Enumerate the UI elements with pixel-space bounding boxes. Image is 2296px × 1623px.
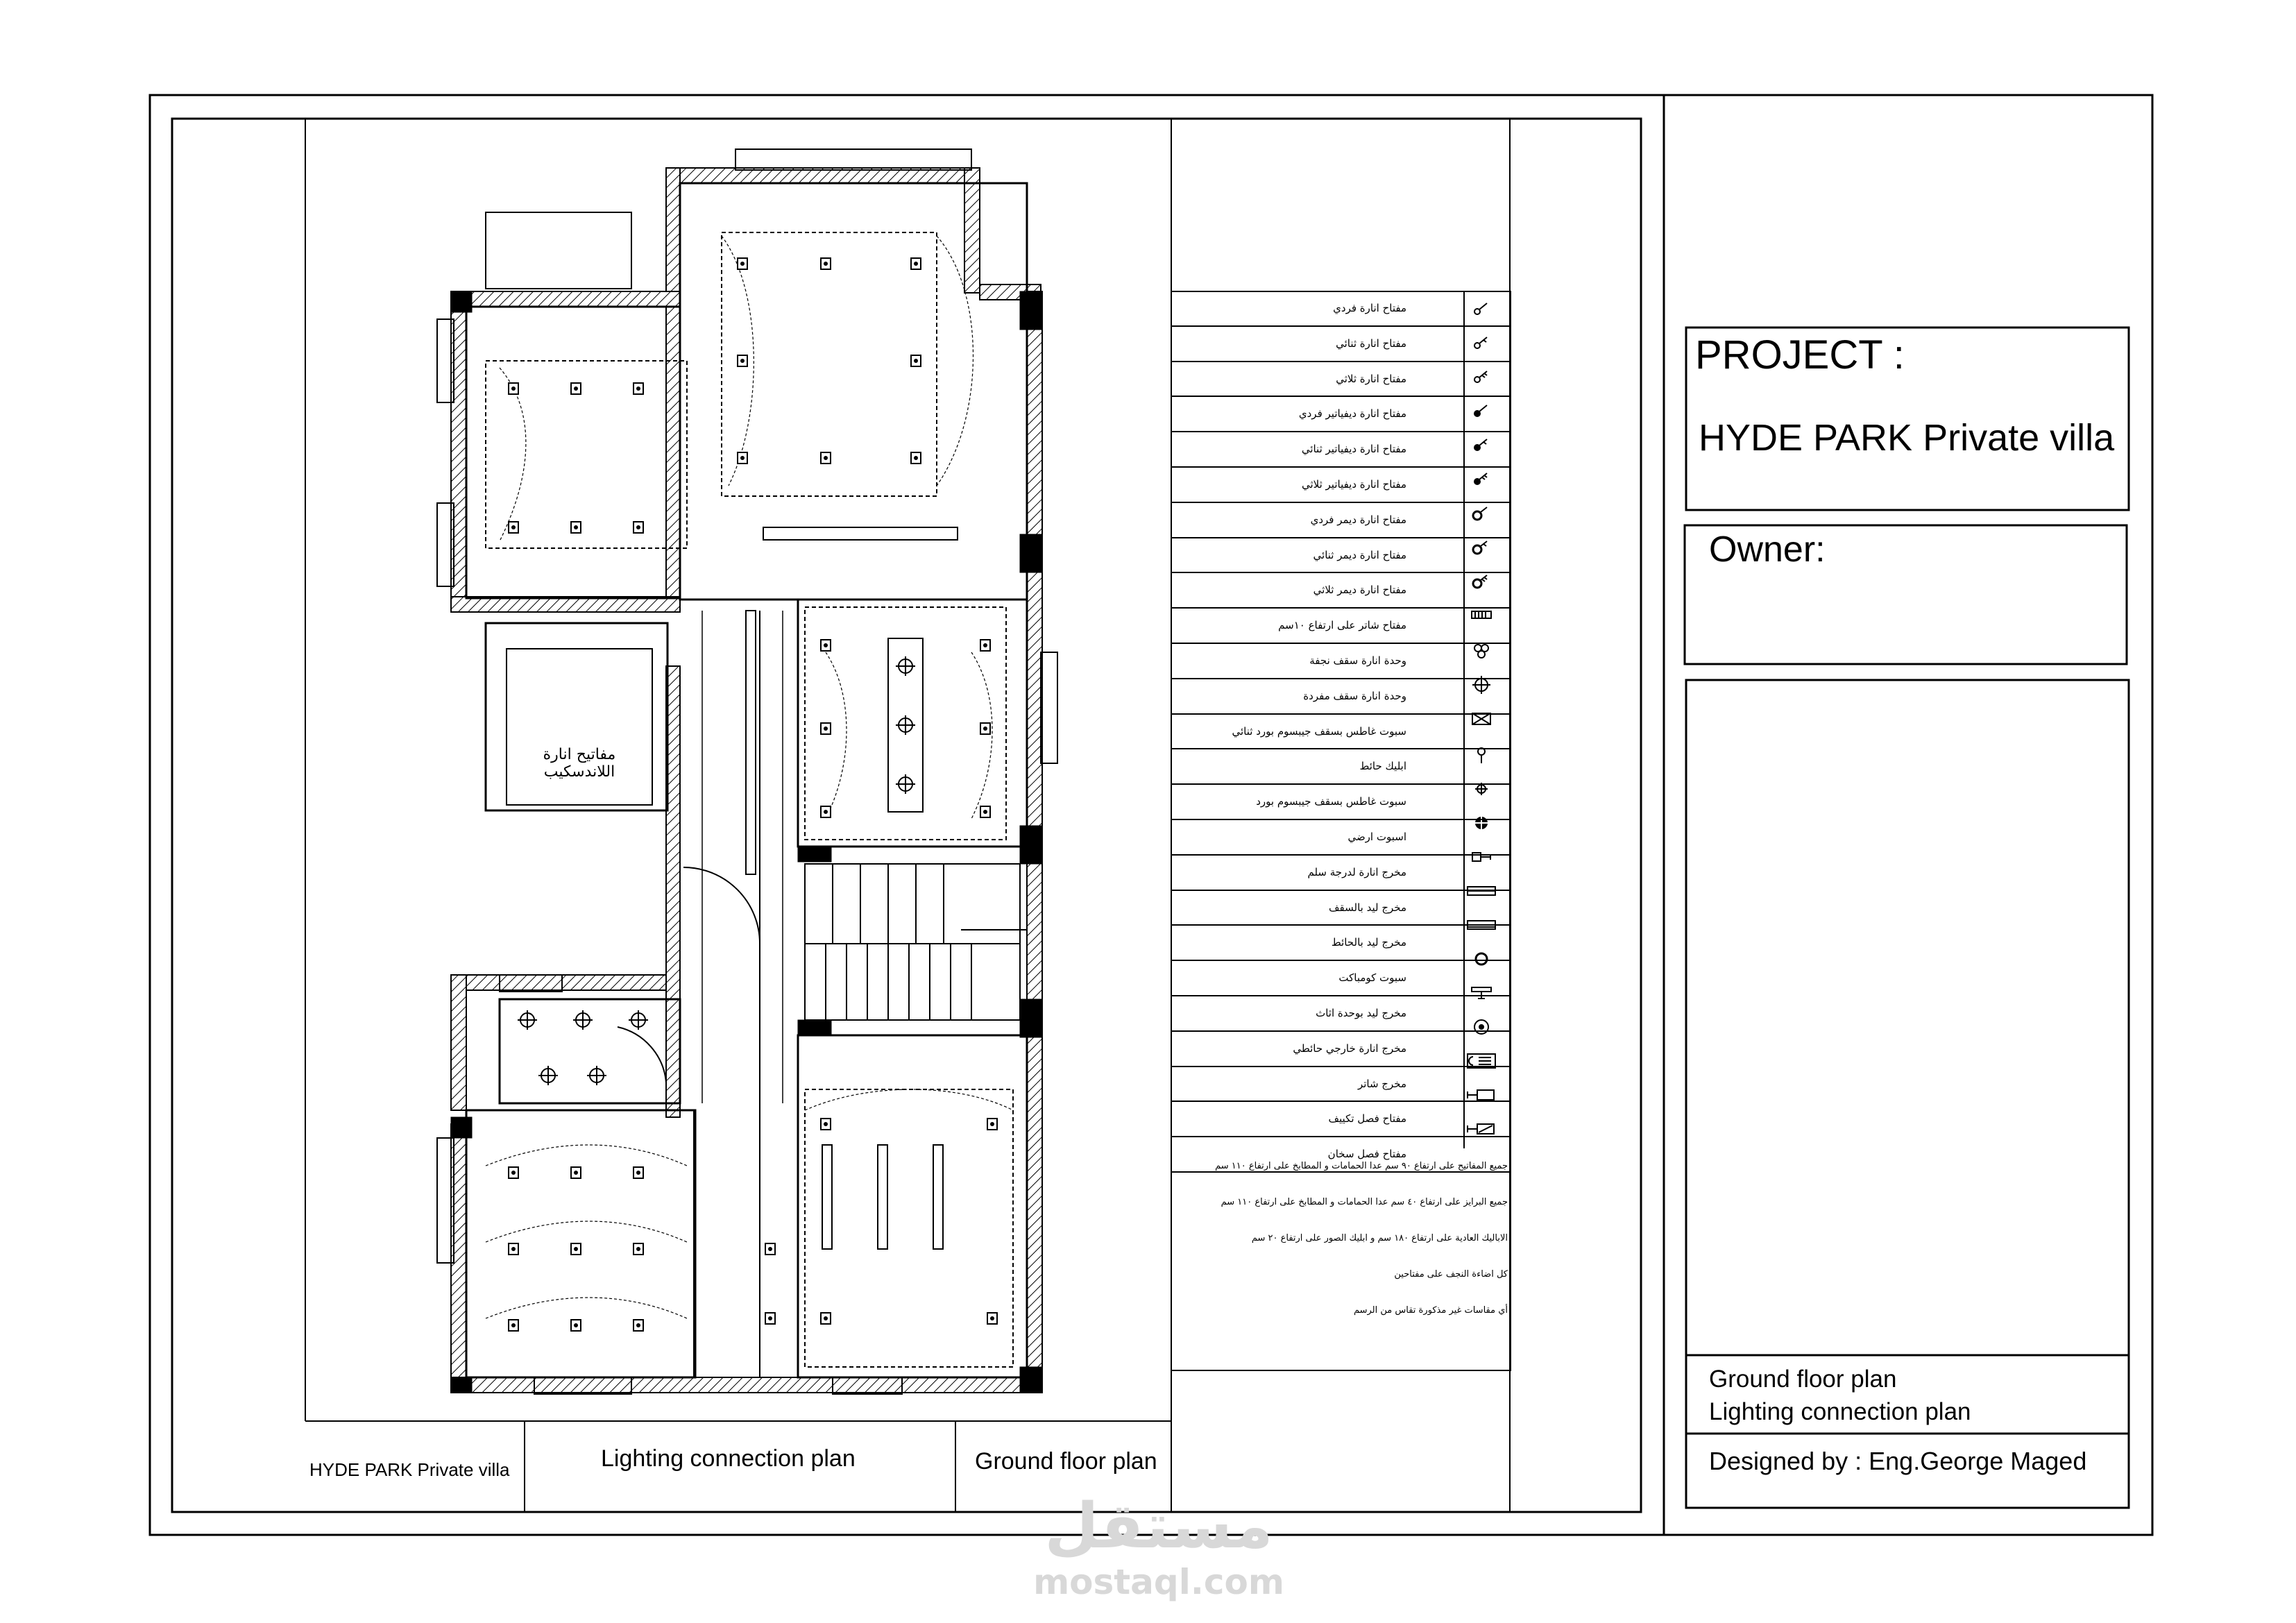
ceiling-lights [518, 656, 915, 1085]
strip-floor-name: Ground floor plan [975, 1448, 1157, 1475]
legend-label: مفتاح انارة ثنائي [1336, 337, 1406, 350]
legend-row [1171, 538, 1511, 574]
switch-double-icon [1459, 334, 1490, 353]
outdoor-wall-light-icon [1459, 1039, 1490, 1058]
legend-row [1171, 785, 1511, 820]
legend-label: مخرج ليد بوحدة اثاث [1316, 1006, 1406, 1019]
legend-label: مخرج ليد بالحائط [1331, 936, 1406, 949]
legend-row [1171, 432, 1511, 468]
legend-row [1171, 1032, 1511, 1067]
deviator-triple-icon [1459, 475, 1490, 494]
strip-villa-name: HYDE PARK Private villa [309, 1459, 510, 1480]
legend-row [1171, 291, 1511, 327]
drawing-title-line2: Lighting connection plan [1709, 1398, 1971, 1425]
legend-label: وحدة انارة سقف نجفة [1309, 654, 1406, 667]
dimmer-single-icon [1459, 510, 1490, 529]
wall-led-icon [1459, 933, 1490, 952]
project-label: PROJECT : [1695, 332, 1905, 377]
legend-label: مفتاح انارة ديمر ثنائي [1313, 548, 1406, 561]
legend-row [1171, 503, 1511, 538]
legend-row [1171, 715, 1511, 750]
legend-row [1171, 362, 1511, 398]
legend-row [1171, 573, 1511, 609]
legend-row [1171, 961, 1511, 996]
note-line: جميع المفاتيح على ارتفاع ٩٠ سم عدا الحمامات و المطابخ على ارتفاع ١١٠ سم [1215, 1161, 1508, 1171]
legend-label: مفتاح انارة ديفياتير ثلاثي [1301, 477, 1406, 491]
legend-row [1171, 679, 1511, 715]
legend-row [1171, 609, 1511, 644]
legend-label: مفتاح انارة ديمر ثلاثي [1313, 584, 1406, 597]
legend-row [1171, 1102, 1511, 1137]
note-line: جميع البرايز على ارتفاع ٤٠ سم عدا الحمامات و المطابخ على ارتفاع ١١٠ سم [1221, 1197, 1508, 1207]
legend-label: مفتاح شاتر على ارتفاع ١٠سم [1278, 619, 1406, 632]
note-line: كل اضاءة النجف على مفتاحين [1394, 1269, 1508, 1280]
legend-label: مفتاح انارة ديمر فردي [1310, 513, 1406, 526]
legend-label: وحدة انارة سقف مفردة [1303, 689, 1406, 702]
shutter-switch-icon [1459, 615, 1490, 635]
landscape-switches-label: مفاتيح انارة اللاندسكيب [543, 746, 616, 781]
strip-plan-name: Lighting connection plan [601, 1445, 856, 1472]
general-notes [1171, 1148, 1511, 1329]
legend-row [1171, 891, 1511, 926]
legend-label: مخرج انارة لدرجة سلم [1307, 865, 1406, 878]
legend-label: مفتاح انارة ديفياتير فردي [1298, 407, 1406, 420]
legend-row [1171, 397, 1511, 432]
recessed-spots [509, 258, 997, 1331]
stair-light-icon [1459, 863, 1490, 882]
dimmer-double-icon [1459, 545, 1490, 565]
floor-spot-icon [1459, 827, 1490, 847]
switch-triple-icon [1459, 369, 1490, 389]
shutter-outlet-icon [1459, 1074, 1490, 1094]
deviator-double-icon [1459, 439, 1490, 459]
dimmer-triple-icon [1459, 580, 1490, 600]
owner-label: Owner: [1709, 529, 1826, 570]
legend-label: مفتاح انارة ثلاثي [1336, 372, 1406, 385]
legend-row [1171, 926, 1511, 961]
legend-label: مفتاح فصل تكييف [1328, 1112, 1406, 1125]
legend-label: سبوت كومباكت [1338, 971, 1406, 985]
legend-label: ابليك حائط [1359, 760, 1406, 773]
compact-spot-icon [1459, 968, 1490, 987]
legend-label: مخرج ليد بالسقف [1329, 901, 1406, 914]
legend-row [1171, 996, 1511, 1032]
legend-label: مفتاح انارة فردي [1333, 302, 1406, 314]
legend-label: مخرج انارة خارجي حائطي [1293, 1042, 1406, 1055]
note-line: الاباليك العادية على ارتفاع ١٨٠ سم و ابليك الصور على ارتفاع ٢٠ سم [1251, 1233, 1508, 1243]
double-spot-icon [1459, 722, 1490, 741]
legend-label: سبوت غاطس بسقف جيبسوم بورد ثنائي [1232, 724, 1406, 738]
designed-by: Designed by : Eng.George Maged [1709, 1447, 2087, 1475]
recessed-spot-icon [1459, 792, 1490, 811]
chandelier-icon [1459, 651, 1490, 670]
deviator-single-icon [1459, 404, 1490, 423]
drawing-title-line1: Ground floor plan [1709, 1366, 1897, 1393]
watermark-site: mostaql.com [1033, 1562, 1284, 1602]
legend-label: اسبوت ارضي [1347, 830, 1406, 843]
legend-row [1171, 1067, 1511, 1103]
ceiling-light-icon [1459, 686, 1490, 706]
legend-label: سبوت غاطس بسقف جيبسوم بورد [1256, 795, 1406, 808]
switch-single-icon [1459, 298, 1490, 318]
legend-row [1171, 749, 1511, 785]
project-name: HYDE PARK Private villa [1699, 417, 2115, 459]
furniture-led-icon [1459, 1003, 1490, 1023]
legend-label: مخرج شاتر [1357, 1077, 1406, 1090]
ceiling-led-icon [1459, 898, 1490, 917]
ac-isolator-icon [1459, 1109, 1490, 1128]
legend-row [1171, 856, 1511, 891]
legend-label: مفتاح فصل سخان [1327, 1148, 1406, 1161]
wall-bracket-icon [1459, 756, 1490, 776]
legend-row [1171, 468, 1511, 503]
watermark [1013, 1492, 1304, 1603]
legend-row [1171, 820, 1511, 856]
legend-label: مفتاح انارة ديفياتير ثنائي [1301, 443, 1406, 456]
watermark-brand: مستقل [1044, 1490, 1273, 1563]
legend-row [1171, 644, 1511, 679]
note-line: أي مقاسات غير مذكورة تقاس من الرسم [1353, 1305, 1508, 1316]
legend-row [1171, 327, 1511, 362]
symbol-legend [1171, 291, 1511, 1173]
